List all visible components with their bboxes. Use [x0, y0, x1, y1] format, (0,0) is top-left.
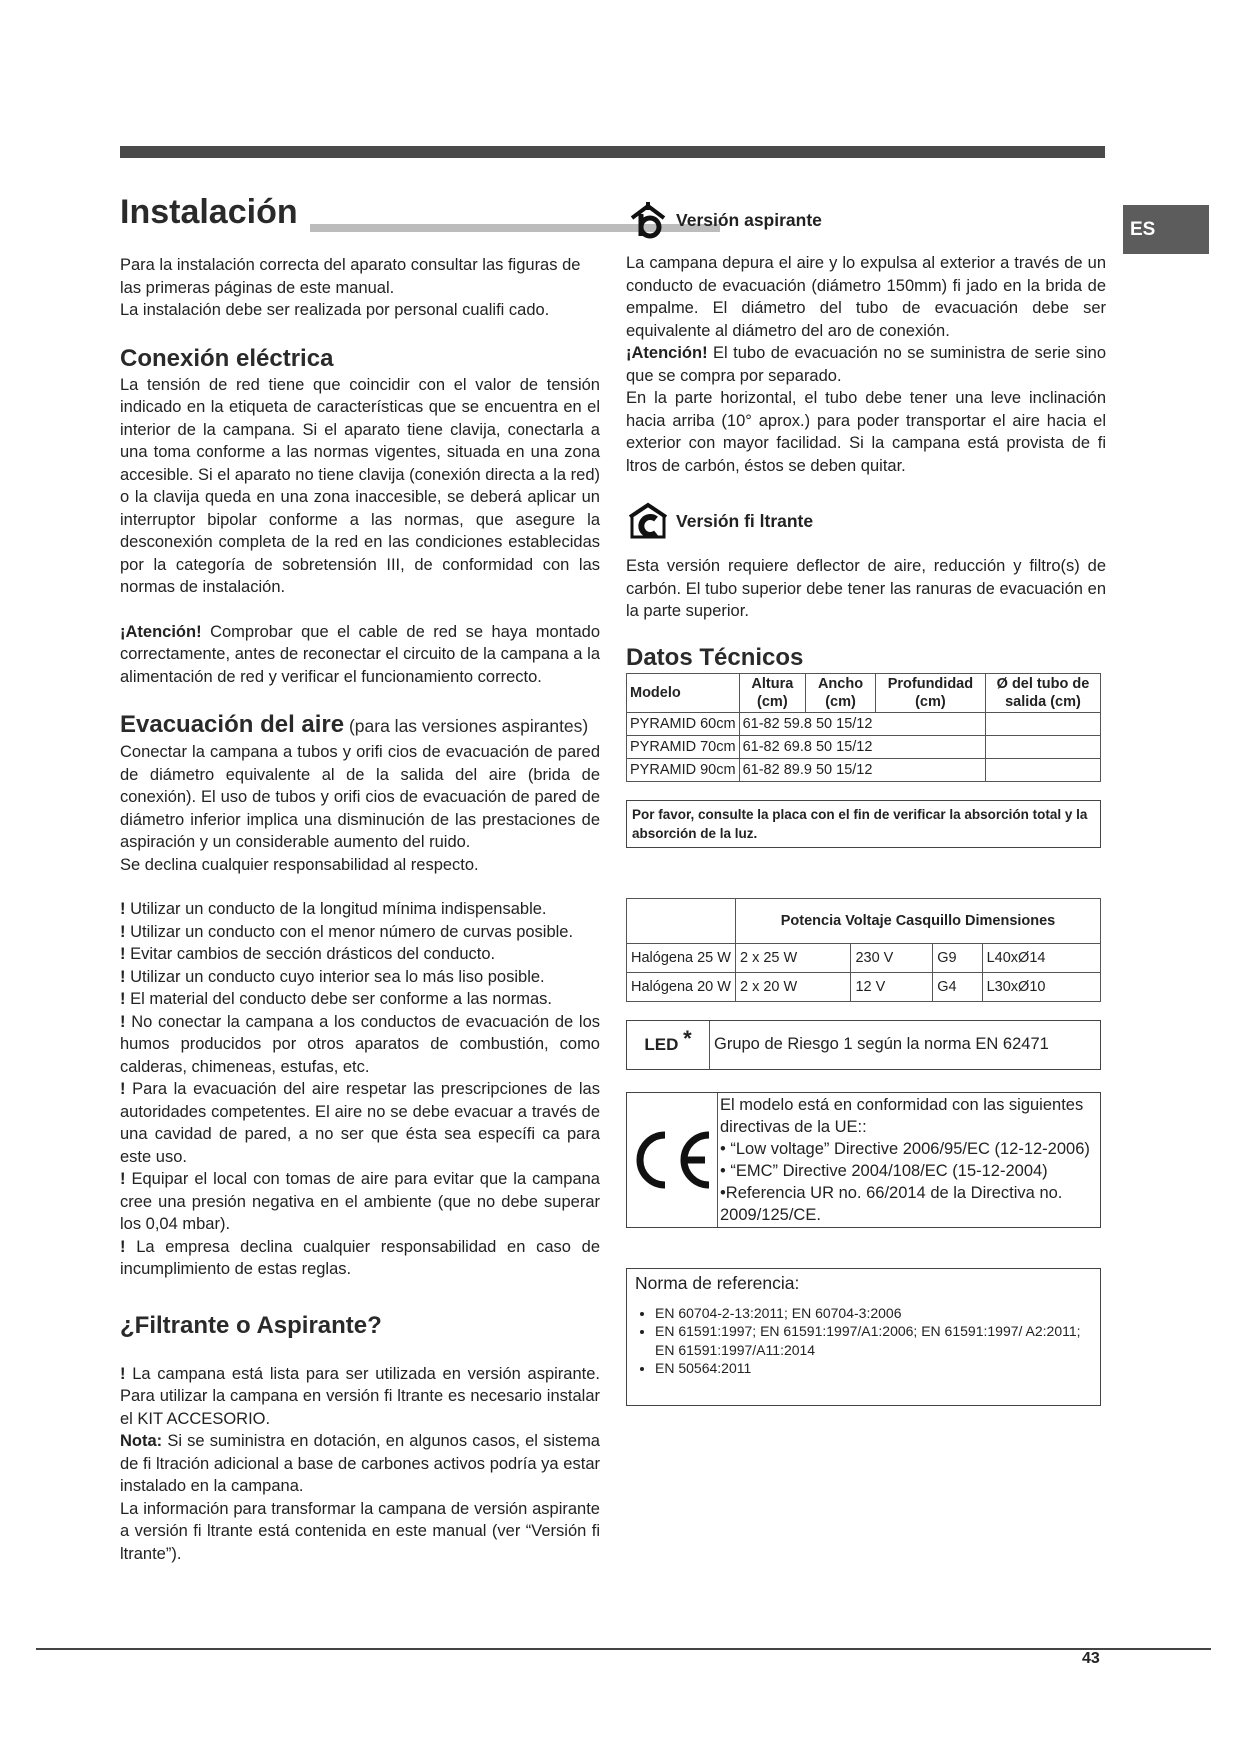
reference-norms-heading: Norma de referencia: — [635, 1272, 800, 1293]
right-column — [626, 200, 1106, 1406]
evacuation-heading-text: Evacuación del aire — [120, 711, 345, 738]
table-row: PYRAMID 60cm 61-82 59.8 50 15/12 — [627, 712, 1101, 735]
ce-directive-item: •Referencia UR no. 66/2014 de la Directiva no. 2009/125/CE. — [720, 1183, 1063, 1224]
filtering-version-header — [626, 501, 1106, 541]
table-row: Halógena 25 W 2 x 25 W 230 V G9 L40xØ14 — [627, 943, 1101, 972]
warning-item: ! Evitar cambios de sección drásticos del conducto. — [120, 945, 496, 963]
led-label: LED * — [627, 1021, 710, 1069]
filtering-text: ! La campana está lista para ser utilizada en versión aspirante. Para utilizar la campana en versión fi ltrante es necesario instalar el KIT ACCESORIO. — [120, 1364, 600, 1428]
attention-paragraph — [120, 621, 600, 689]
intro-text-2: La instalación debe ser realizada por personal cualifi cado. — [120, 301, 550, 319]
led-risk-box — [626, 1020, 1101, 1070]
intro-text: Para la instalación correcta del aparato consultar las figuras de las primeras páginas de este manual. — [120, 256, 581, 297]
specs-header-cell: Altura (cm) — [739, 673, 806, 712]
warning-item: ! Utilizar un conducto de la longitud mínima indispensable. — [120, 900, 547, 918]
specs-dimensions-cell: 61-82 89.9 50 15/12 — [739, 758, 985, 781]
reference-norms-box — [626, 1268, 1101, 1406]
list-item: • EN 60704-2-13:2011; EN 60704-3:2006 — [655, 1304, 1092, 1323]
note-label: Nota: — [120, 1432, 163, 1450]
aspirating-attention: ¡Atención! El tubo de evacuación no se suministra de serie sino que se compra por separado. — [626, 344, 1106, 385]
specs-header-cell: Ancho (cm) — [806, 673, 876, 712]
ce-intro: El modelo está en conformidad con las siguientes directivas de la UE:: — [720, 1095, 1084, 1136]
electrical-heading: Conexión eléctrica — [120, 344, 334, 372]
filter-hood-icon — [626, 501, 670, 541]
attention-text: Comprobar que el cable de red se haya montado correctamente, antes de reconectar el circuito de la campana a la alimentación de red y verificar el funcionamiento correcto. — [120, 622, 600, 686]
language-tab: ES — [1123, 205, 1209, 254]
warning-item: ! Equipar el local con tomas de aire para evitar que la campana cree una presión negativa en el ambiente (que no debe superar los 0,04 mbar). — [120, 1170, 600, 1233]
warning-item: ! Utilizar un conducto cuyo interior sea lo más liso posible. — [120, 967, 545, 986]
ce-text — [717, 1093, 1100, 1227]
note-paragraph: Nota: Si se suministra en dotación, en algunos casos, el sistema de fi ltración adicional a base de carbones activos podría ya estar instalado en la campana. — [120, 1432, 600, 1495]
bottom-divider — [36, 1648, 1211, 1650]
ce-conformity-box — [626, 1092, 1101, 1228]
page-number: 43 — [1082, 1650, 1100, 1667]
evacuation-text: Conectar la campana a tubos y orifi cios de evacuación de pared de diámetro equivalente al de la salida del aire (brida de conexión). El uso de tubos y orifi cios de evacuación de pared de diámetro inferior implica una disminución de las prestaciones de aspiración y un considerable aumento del ruido. — [120, 743, 600, 851]
ce-logo — [627, 1125, 717, 1195]
lamps-header-row — [627, 898, 1101, 943]
evacuation-subheading: (para las versiones aspirantes) — [344, 716, 589, 736]
ce-directive-item: • “Low voltage” Directive 2006/95/EC (12-12-2006) — [720, 1139, 1090, 1158]
reference-norms-list — [635, 1304, 1092, 1378]
table-row: Halógena 20 W 2 x 20 W 12 V G4 L30xØ10 — [627, 972, 1101, 1001]
list-item: • EN 50564:2011 — [655, 1359, 1092, 1378]
page-title: Instalación — [120, 193, 298, 231]
aspirating-version-heading: Versión aspirante — [676, 209, 822, 230]
specs-header-cell: Modelo — [627, 673, 740, 712]
evacuation-heading — [120, 710, 600, 741]
list-item: • EN 61591:1997; EN 61591:1997/A1:2006; EN 61591:1997/ A2:2011; EN 61591:1997/A11:2014 — [655, 1322, 1092, 1359]
specs-header-cell: Profundidad (cm) — [875, 673, 985, 712]
technical-data-heading: Datos Técnicos — [626, 643, 804, 671]
electrical-text: La tensión de red tiene que coincidir con el valor de tensión indicado en la etiqueta de características que se encuentra en el interior de la campana. Si el aparato tiene clavija, conectarla a una toma conforme a las normas vigentes, situada en una zona accesible. Si el aparato no tiene clavija (conexión directa a la red) o la clavija queda en una zona inaccesible, se deberá aplicar un interruptor bipolar conforme a las normas, que asegure la desconexión completa de la red en las condiciones establecidas por la categoría de sobretensión III, de conformidad con las normas de instalación. — [120, 375, 600, 596]
filtering-heading: ¿Filtrante o Aspirante? — [120, 1311, 382, 1339]
extraction-hood-icon — [626, 200, 670, 240]
absorption-note: Por favor, consulte la placa con el fin de verificar la absorción total y la absorción de la luz. — [626, 800, 1101, 848]
aspirating-text: La campana depura el aire y lo expulsa al exterior a través de un conducto de evacuación (diámetro 150mm) fi jado en la brida de empalme. El diámetro del tubo de evacuación debe ser equivalente al diámetro del aro de conexión. — [626, 254, 1106, 340]
warning-item: ! El material del conducto debe ser conforme a las normas. — [120, 990, 552, 1008]
asterisk-mark: * — [683, 1025, 692, 1051]
attention-label: ¡Atención! — [120, 622, 202, 641]
warning-item: ! Utilizar un conducto con el menor número de curvas posible. — [120, 922, 574, 941]
specs-header-cell: Ø del tubo de salida (cm) — [985, 673, 1100, 712]
left-column — [120, 192, 600, 1565]
table-row: PYRAMID 70cm 61-82 69.8 50 15/12 — [627, 735, 1101, 758]
ce-directive-item: • “EMC” Directive 2004/108/EC (15-12-2004) — [720, 1161, 1048, 1180]
lamps-table — [626, 898, 1101, 1002]
filtering-version-heading: Versión fi ltrante — [676, 510, 814, 531]
specs-empty-cell — [985, 758, 1100, 781]
aspirating-text-2: En la parte horizontal, el tubo debe tener una leve inclinación hacia arriba (10° aprox.) para poder transportar el aire hacia el exterior con mayor facilidad. Si la campana está provista de fi ltros de carbón, éstos se deben quitar. — [626, 389, 1106, 475]
specs-header-row — [627, 673, 1101, 712]
led-risk-text: Grupo de Riesgo 1 según la norma EN 62471 — [714, 1035, 1049, 1053]
warning-item: ! Para la evacuación del aire respetar las prescripciones de las autoridades competentes. El aire no se debe evacuar a través de una cavidad de pared, a no ser que ésta sea específi ca para este uso. — [120, 1080, 600, 1166]
specs-empty-cell — [985, 712, 1100, 735]
specs-dimensions-cell: 61-82 59.8 50 15/12 — [739, 712, 985, 735]
specs-dimensions-cell: 61-82 69.8 50 15/12 — [739, 735, 985, 758]
lamps-header-cell: Potencia Voltaje Casquillo Dimensiones — [736, 898, 1101, 943]
filtering-text-2: La información para transformar la campana de versión aspirante a versión fi ltrante está contenida en este manual (ver “Versión fi ltrante”). — [120, 1499, 600, 1563]
aspirating-version-header — [626, 200, 1106, 240]
evacuation-text-2: Se declina cualquier responsabilidad al respecto. — [120, 855, 479, 874]
specs-table — [626, 673, 1101, 782]
warning-item: ! No conectar la campana a los conductos de evacuación de los humos producidos por otros aparatos de combustión, como calderas, chimeneas, estufas, etc. — [120, 1012, 600, 1076]
warnings-list — [120, 898, 600, 1281]
warning-item: ! La empresa declina cualquier responsabilidad en caso de incumplimiento de estas reglas. — [120, 1237, 600, 1278]
specs-empty-cell — [985, 735, 1100, 758]
top-divider-bar — [120, 146, 1105, 158]
filtering-version-text: Esta versión requiere deflector de aire, reducción y filtro(s) de carbón. El tubo superior debe tener las ranuras de evacuación en la parte superior. — [626, 557, 1106, 620]
table-row: PYRAMID 90cm 61-82 89.9 50 15/12 — [627, 758, 1101, 781]
ce-mark-icon — [627, 1093, 717, 1227]
